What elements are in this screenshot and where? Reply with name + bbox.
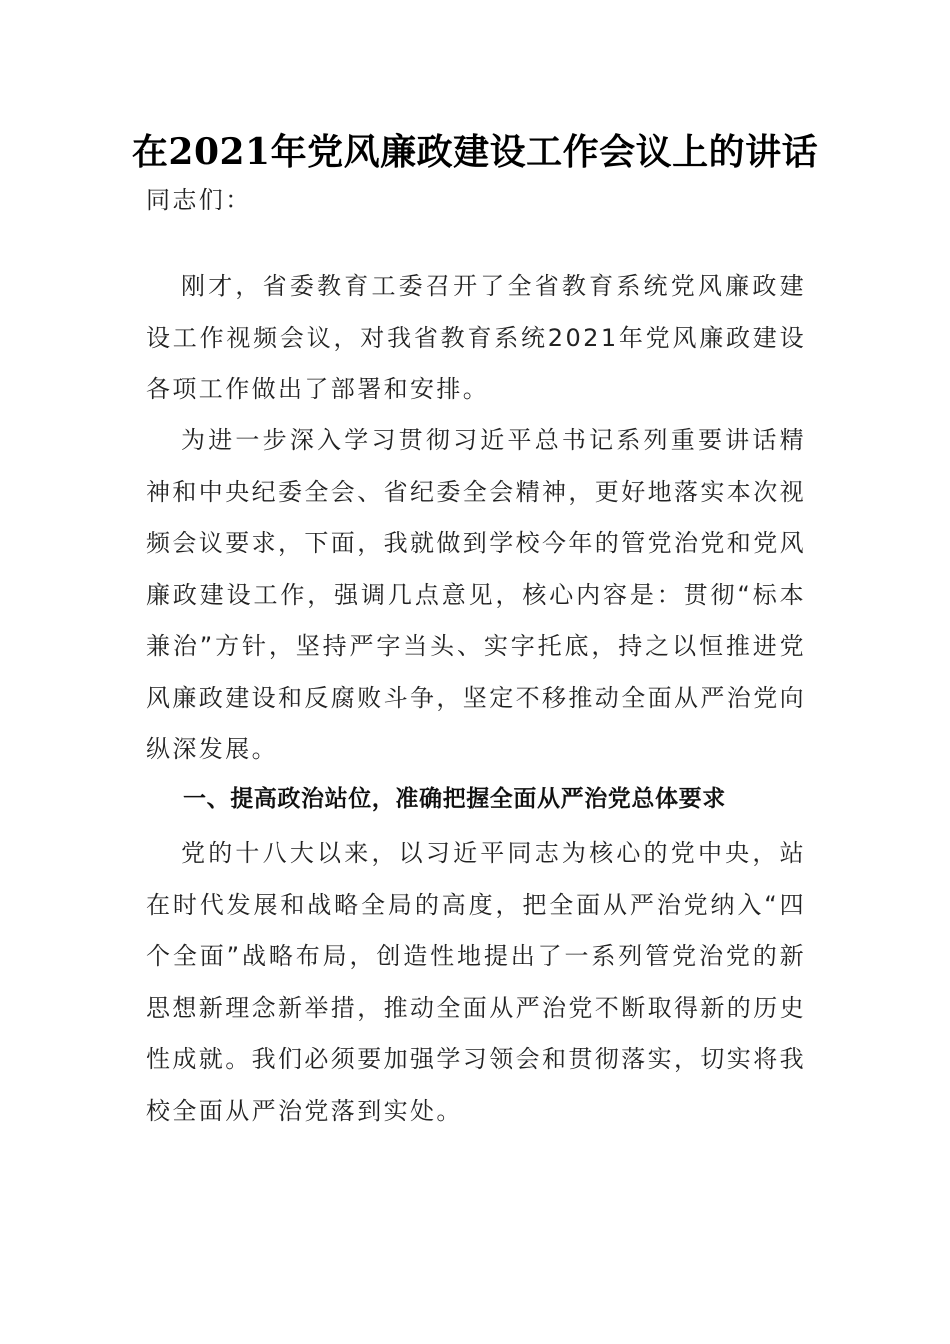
salutation: 同志们：	[146, 186, 252, 214]
paragraph-2: 为进一步深入学习贯彻习近平总书记系列重要讲话精神和中央纪委全会、省纪委全会精神，更好地落实本次视频会议要求，下面，我就做到学校今年的管党治党和党风廉政建设工作，强调几点意见，核心内容是：贯彻“标本兼治”方针，坚持严字当头、实字托底，持之以恒推进党风廉政建设和反腐败斗争，坚定不移推动全面从严治党向纵深发展。	[146, 426, 806, 763]
section-paragraph-1: 党的十八大以来，以习近平同志为核心的党中央，站在时代发展和战略全局的高度，把全面从严治党纳入“四个全面”战略布局，创造性地提出了一系列管党治党的新思想新理念新举措，推动全面从严治党不断取得新的历史性成就。我们必须要加强学习领会和贯彻落实，切实将我校全面从严治党落到实处。	[146, 839, 806, 1125]
section-heading: 一、提高政治站位，准确把握全面从严治党总体要求	[183, 786, 726, 812]
paragraph-1: 刚才，省委教育工委召开了全省教育系统党风廉政建设工作视频会议，对我省教育系统2021年党风廉政建设各项工作做出了部署和安排。	[146, 272, 806, 403]
document-title: 在2021年党风廉政建设工作会议上的讲话	[131, 131, 819, 173]
